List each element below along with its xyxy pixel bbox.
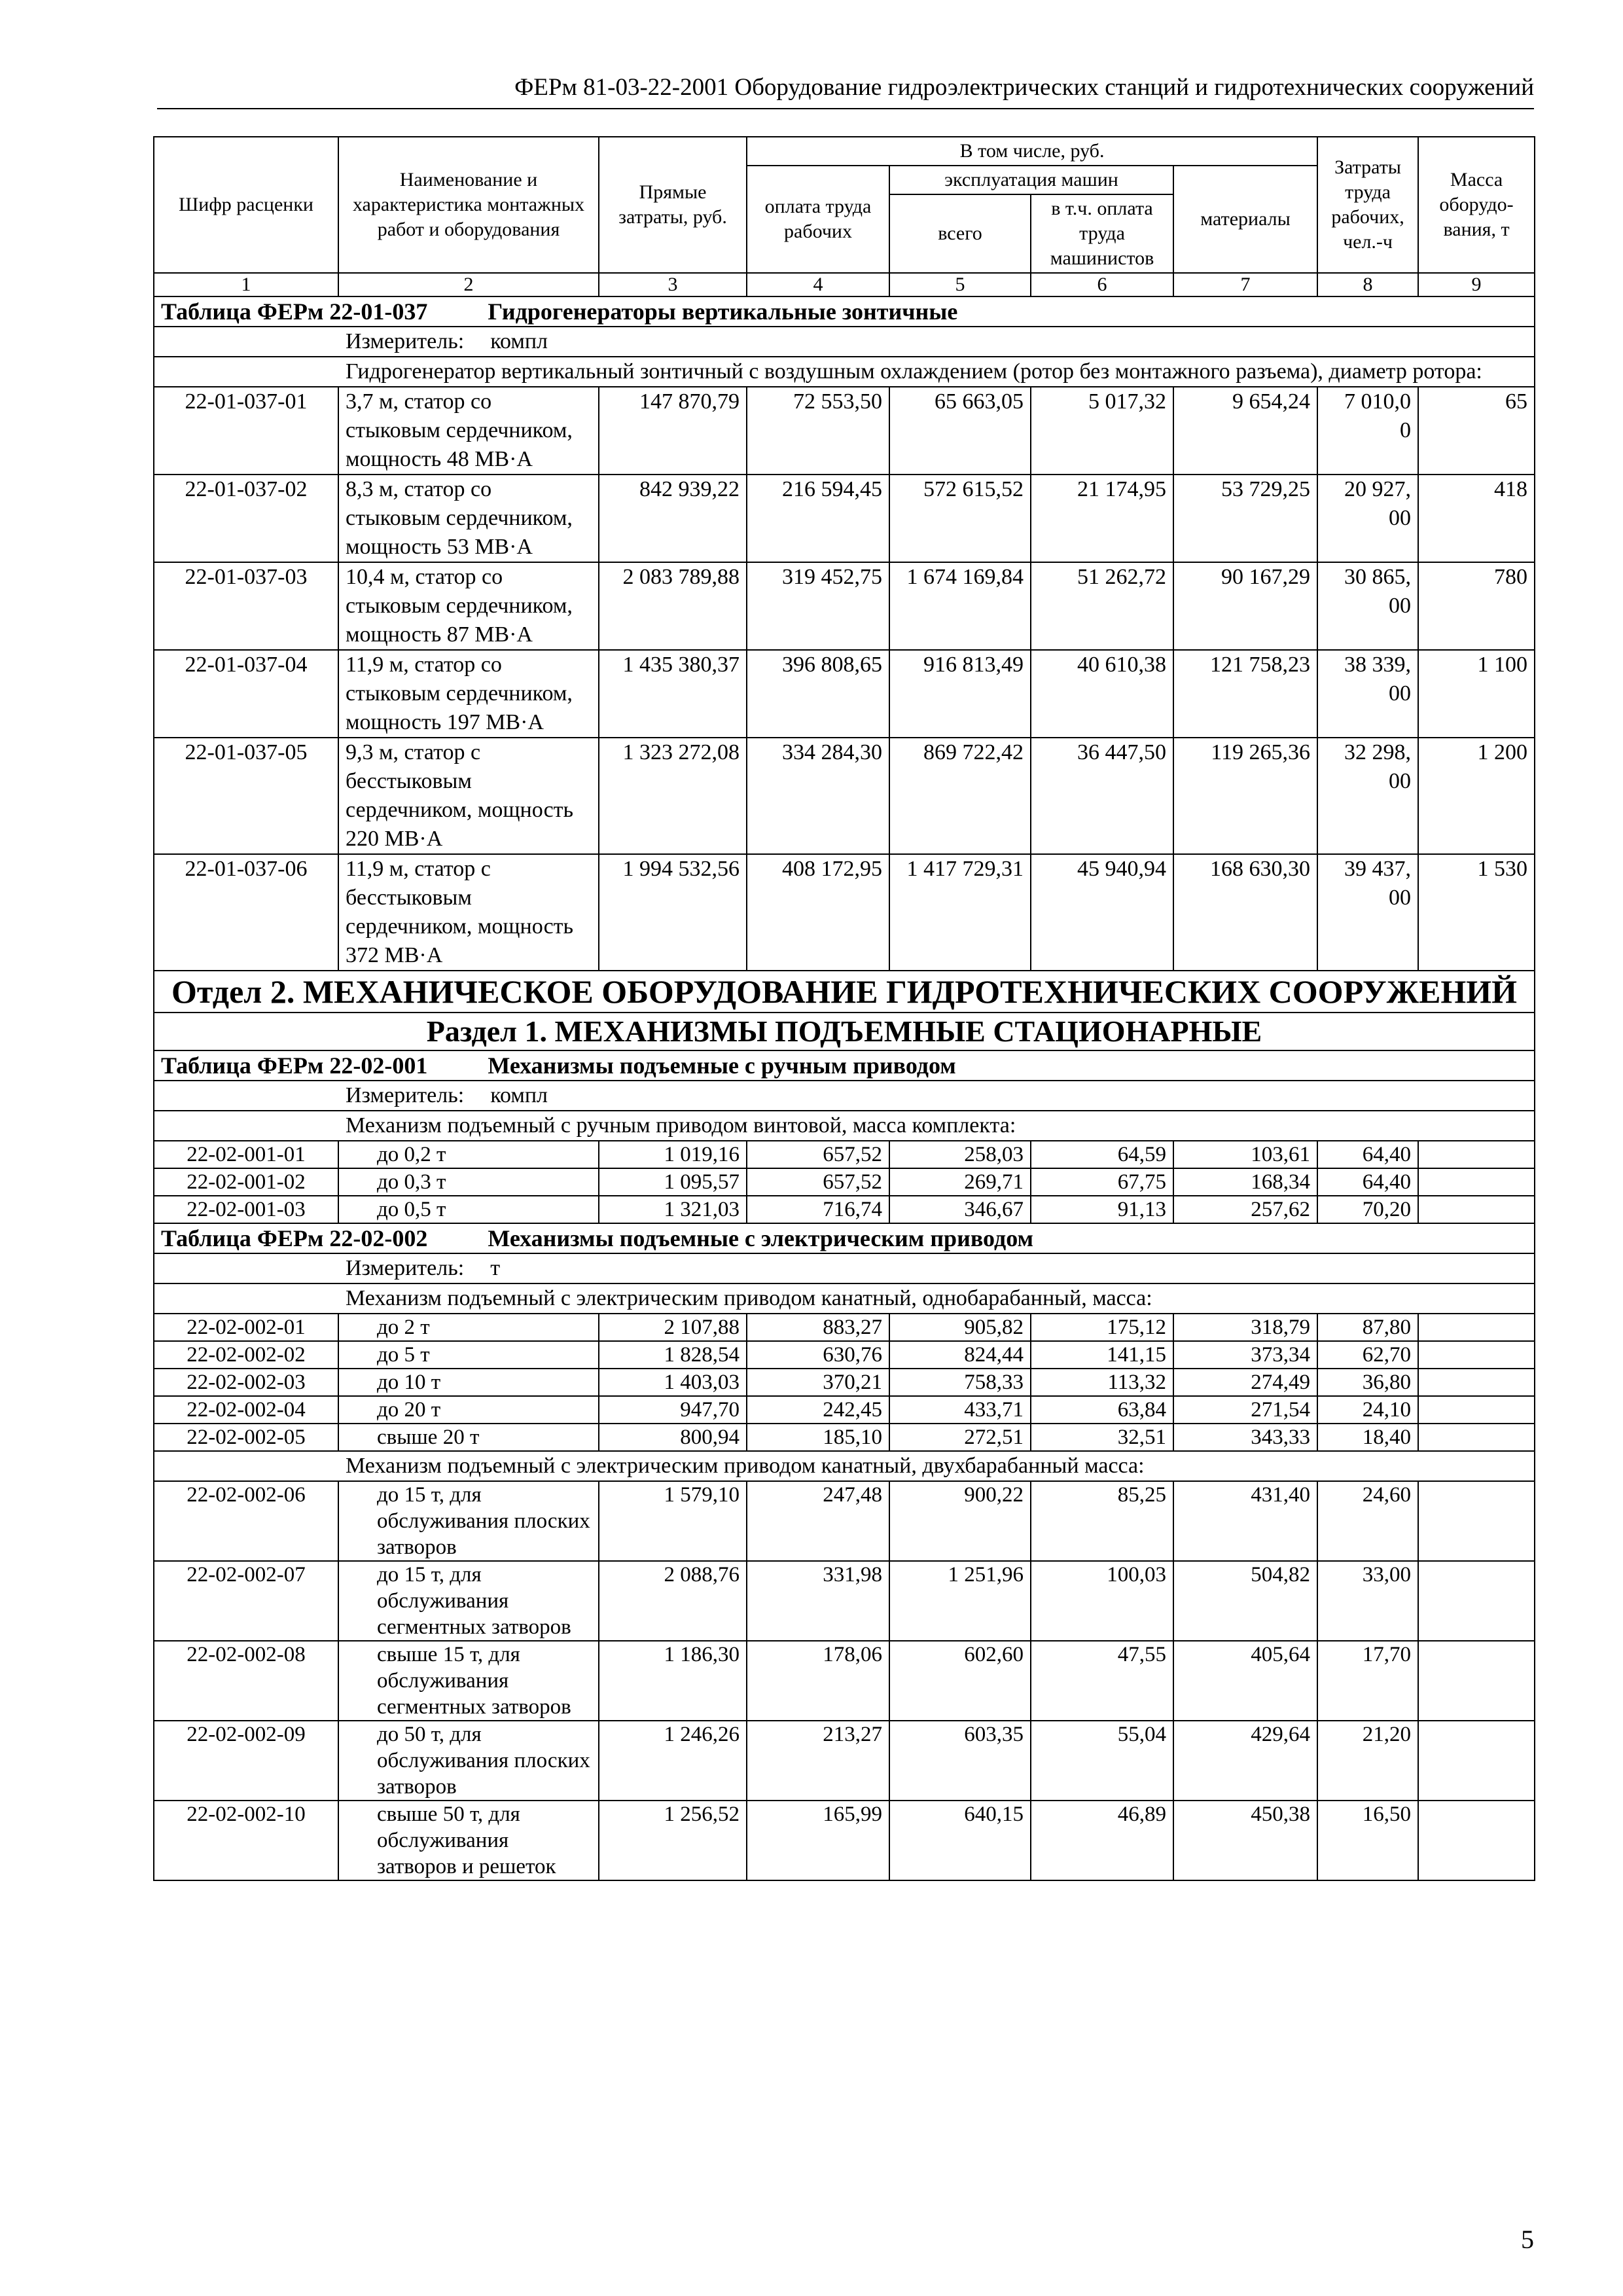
rate-code: 22-02-002-05 <box>154 1424 338 1451</box>
direct-costs: 2 088,76 <box>599 1561 747 1641</box>
col-num: 7 <box>1173 273 1317 296</box>
col-materials-header: материалы <box>1173 166 1317 273</box>
table-row <box>154 1561 1535 1641</box>
direct-costs: 842 939,22 <box>599 475 747 562</box>
materials: 271,54 <box>1173 1396 1317 1424</box>
table-title: Гидрогенераторы вертикальные зонтичные <box>488 298 958 325</box>
table-title: Механизмы подъемные с ручным приводом <box>488 1052 956 1079</box>
table-title-row <box>154 1223 1535 1253</box>
table-header <box>154 137 1535 296</box>
col-num: 1 <box>154 273 338 296</box>
group-row <box>154 357 1535 387</box>
labor-costs: 64,40 <box>1317 1141 1418 1168</box>
col-mass-header: Масса оборудо-вания, т <box>1418 137 1535 273</box>
measure-label: Измеритель: <box>346 329 465 353</box>
machines-total: 65 663,05 <box>889 387 1031 475</box>
labor-pay: 716,74 <box>747 1196 889 1223</box>
machinists-pay: 67,75 <box>1031 1168 1173 1196</box>
direct-costs: 800,94 <box>599 1424 747 1451</box>
section-title: Отдел 2. МЕХАНИЧЕСКОЕ ОБОРУДОВАНИЕ ГИДРОТЕХНИЧЕСКИХ СООРУЖЕНИЙ <box>154 971 1535 1013</box>
measure-label: Измеритель: <box>346 1256 465 1280</box>
labor-costs: 24,10 <box>1317 1396 1418 1424</box>
machines-total: 758,33 <box>889 1369 1031 1396</box>
machinists-pay: 141,15 <box>1031 1341 1173 1369</box>
col-direct-header: Прямые затраты, руб. <box>599 137 747 273</box>
col-num: 5 <box>889 273 1031 296</box>
work-name: свыше 15 т, для обслуживания сегментных затворов <box>338 1641 599 1721</box>
measure-label: Измеритель: <box>346 1083 465 1107</box>
equipment-mass <box>1418 1168 1535 1196</box>
machinists-pay: 5 017,32 <box>1031 387 1173 475</box>
machines-total: 824,44 <box>889 1341 1031 1369</box>
machines-total: 1 251,96 <box>889 1561 1031 1641</box>
materials: 431,40 <box>1173 1481 1317 1561</box>
direct-costs: 1 019,16 <box>599 1141 747 1168</box>
labor-pay: 883,27 <box>747 1314 889 1341</box>
table-row <box>154 1314 1535 1341</box>
table-row <box>154 854 1535 971</box>
equipment-mass <box>1418 1481 1535 1561</box>
group-row <box>154 1451 1535 1481</box>
labor-costs: 18,40 <box>1317 1424 1418 1451</box>
rate-code: 22-01-037-04 <box>154 650 338 738</box>
table-row <box>154 1721 1535 1801</box>
equipment-mass <box>1418 1141 1535 1168</box>
work-name: до 2 т <box>338 1314 599 1341</box>
work-name: до 15 т, для обслуживания сегментных затворов <box>338 1561 599 1641</box>
work-name: до 10 т <box>338 1369 599 1396</box>
materials: 119 265,36 <box>1173 738 1317 854</box>
machinists-pay: 63,84 <box>1031 1396 1173 1424</box>
direct-costs: 1 579,10 <box>599 1481 747 1561</box>
direct-costs: 1 828,54 <box>599 1341 747 1369</box>
machinists-pay: 21 174,95 <box>1031 475 1173 562</box>
labor-pay: 185,10 <box>747 1424 889 1451</box>
work-name: до 0,3 т <box>338 1168 599 1196</box>
table-code: Таблица ФЕРм 22-02-002 <box>161 1225 428 1251</box>
table-code: Таблица ФЕРм 22-02-001 <box>161 1052 428 1079</box>
measure-value: компл <box>490 329 548 353</box>
labor-pay: 630,76 <box>747 1341 889 1369</box>
labor-costs: 70,20 <box>1317 1196 1418 1223</box>
work-name: 9,3 м, статор с бесстыковым сердечником, мощность 220 МВ·А <box>338 738 599 854</box>
machinists-pay: 45 940,94 <box>1031 854 1173 971</box>
rate-code: 22-01-037-03 <box>154 562 338 650</box>
machinists-pay: 175,12 <box>1031 1314 1173 1341</box>
equipment-mass <box>1418 1369 1535 1396</box>
materials: 429,64 <box>1173 1721 1317 1801</box>
work-name: до 20 т <box>338 1396 599 1424</box>
materials: 504,82 <box>1173 1561 1317 1641</box>
col-num: 6 <box>1031 273 1173 296</box>
table-title: Механизмы подъемные с электрическим приводом <box>488 1225 1034 1251</box>
group-row <box>154 1283 1535 1314</box>
labor-pay: 396 808,65 <box>747 650 889 738</box>
labor-pay: 165,99 <box>747 1801 889 1880</box>
machinists-pay: 64,59 <box>1031 1141 1173 1168</box>
rate-code: 22-02-002-07 <box>154 1561 338 1641</box>
machines-total: 905,82 <box>889 1314 1031 1341</box>
materials: 9 654,24 <box>1173 387 1317 475</box>
labor-pay: 657,52 <box>747 1141 889 1168</box>
rate-code: 22-02-001-02 <box>154 1168 338 1196</box>
col-incl-header: В том числе, руб. <box>747 137 1317 166</box>
direct-costs: 2 107,88 <box>599 1314 747 1341</box>
direct-costs: 1 095,57 <box>599 1168 747 1196</box>
equipment-mass <box>1418 1424 1535 1451</box>
direct-costs: 1 186,30 <box>599 1641 747 1721</box>
rate-code: 22-01-037-06 <box>154 854 338 971</box>
rate-code: 22-02-002-02 <box>154 1341 338 1369</box>
table-row <box>154 1801 1535 1880</box>
machinists-pay: 113,32 <box>1031 1369 1173 1396</box>
labor-pay: 331,98 <box>747 1561 889 1641</box>
col-num: 9 <box>1418 273 1535 296</box>
work-name: до 0,2 т <box>338 1141 599 1168</box>
labor-pay: 247,48 <box>747 1481 889 1561</box>
col-labor-header: Затраты труда рабочих, чел.-ч <box>1317 137 1418 273</box>
materials: 53 729,25 <box>1173 475 1317 562</box>
machinists-pay: 100,03 <box>1031 1561 1173 1641</box>
machinists-pay: 36 447,50 <box>1031 738 1173 854</box>
table-row <box>154 1369 1535 1396</box>
equipment-mass: 1 200 <box>1418 738 1535 854</box>
machines-total: 916 813,49 <box>889 650 1031 738</box>
labor-pay: 319 452,75 <box>747 562 889 650</box>
measure-value: компл <box>490 1083 548 1107</box>
labor-costs: 39 437, 00 <box>1317 854 1418 971</box>
labor-costs: 62,70 <box>1317 1341 1418 1369</box>
machinists-pay: 91,13 <box>1031 1196 1173 1223</box>
equipment-mass: 780 <box>1418 562 1535 650</box>
page-number: 5 <box>1521 2225 1534 2254</box>
work-name: 8,3 м, статор со стыковым сердечником, мощность 53 МВ·А <box>338 475 599 562</box>
table-row <box>154 1396 1535 1424</box>
work-name: 10,4 м, статор со стыковым сердечником, мощность 87 МВ·А <box>338 562 599 650</box>
equipment-mass <box>1418 1314 1535 1341</box>
materials: 343,33 <box>1173 1424 1317 1451</box>
work-name: 11,9 м, статор с бесстыковым сердечником, мощность 372 МВ·А <box>338 854 599 971</box>
machines-total: 572 615,52 <box>889 475 1031 562</box>
group-label: Механизм подъемный с электрическим приводом канатный, однобарабанный, масса: <box>154 1283 1535 1314</box>
table-row <box>154 475 1535 562</box>
col-machinists-header: в т.ч. оплата труда машинистов <box>1031 194 1173 273</box>
labor-pay: 178,06 <box>747 1641 889 1721</box>
table-row <box>154 738 1535 854</box>
table-row <box>154 1424 1535 1451</box>
equipment-mass: 418 <box>1418 475 1535 562</box>
labor-pay: 408 172,95 <box>747 854 889 971</box>
labor-costs: 64,40 <box>1317 1168 1418 1196</box>
equipment-mass: 1 530 <box>1418 854 1535 971</box>
measure-row <box>154 1253 1535 1283</box>
equipment-mass <box>1418 1196 1535 1223</box>
machines-total: 900,22 <box>889 1481 1031 1561</box>
machines-total: 433,71 <box>889 1396 1031 1424</box>
direct-costs: 1 246,26 <box>599 1721 747 1801</box>
machines-total: 269,71 <box>889 1168 1031 1196</box>
col-num: 4 <box>747 273 889 296</box>
materials: 90 167,29 <box>1173 562 1317 650</box>
rate-code: 22-01-037-01 <box>154 387 338 475</box>
labor-pay: 72 553,50 <box>747 387 889 475</box>
machinists-pay: 47,55 <box>1031 1641 1173 1721</box>
labor-pay: 213,27 <box>747 1721 889 1801</box>
col-pay-header: оплата труда рабочих <box>747 166 889 273</box>
table-body <box>154 296 1535 1880</box>
rate-code: 22-01-037-05 <box>154 738 338 854</box>
col-num: 8 <box>1317 273 1418 296</box>
machinists-pay: 32,51 <box>1031 1424 1173 1451</box>
materials: 318,79 <box>1173 1314 1317 1341</box>
equipment-mass: 65 <box>1418 387 1535 475</box>
work-name: 11,9 м, статор со стыковым сердечником, мощность 197 МВ·А <box>338 650 599 738</box>
work-name: 3,7 м, статор со стыковым сердечником, мощность 48 МВ·А <box>338 387 599 475</box>
measure-value: т <box>490 1256 501 1280</box>
table-row <box>154 1168 1535 1196</box>
labor-costs: 30 865, 00 <box>1317 562 1418 650</box>
column-numbers <box>154 273 1535 296</box>
labor-costs: 20 927, 00 <box>1317 475 1418 562</box>
col-machines-header: эксплуатация машин <box>889 166 1173 194</box>
labor-costs: 16,50 <box>1317 1801 1418 1880</box>
rate-code: 22-02-001-01 <box>154 1141 338 1168</box>
equipment-mass <box>1418 1641 1535 1721</box>
labor-costs: 17,70 <box>1317 1641 1418 1721</box>
direct-costs: 947,70 <box>599 1396 747 1424</box>
direct-costs: 1 435 380,37 <box>599 650 747 738</box>
rate-code: 22-02-002-08 <box>154 1641 338 1721</box>
table-row <box>154 1141 1535 1168</box>
machines-total: 346,67 <box>889 1196 1031 1223</box>
materials: 168,34 <box>1173 1168 1317 1196</box>
rate-code: 22-02-002-01 <box>154 1314 338 1341</box>
work-name: свыше 50 т, для обслуживания затворов и решеток <box>338 1801 599 1880</box>
work-name: до 15 т, для обслуживания плоских затворов <box>338 1481 599 1561</box>
col-code-header: Шифр расценки <box>154 137 338 273</box>
table-row <box>154 562 1535 650</box>
machines-total: 1 417 729,31 <box>889 854 1031 971</box>
labor-costs: 24,60 <box>1317 1481 1418 1561</box>
machinists-pay: 51 262,72 <box>1031 562 1173 650</box>
direct-costs: 1 256,52 <box>599 1801 747 1880</box>
labor-costs: 36,80 <box>1317 1369 1418 1396</box>
equipment-mass: 1 100 <box>1418 650 1535 738</box>
machines-total: 258,03 <box>889 1141 1031 1168</box>
section-title-row <box>154 971 1535 1013</box>
table-title-row <box>154 1050 1535 1081</box>
measure-row <box>154 1081 1535 1111</box>
measure-row <box>154 327 1535 357</box>
direct-costs: 1 403,03 <box>599 1369 747 1396</box>
table-row <box>154 1641 1535 1721</box>
table-row <box>154 650 1535 738</box>
machinists-pay: 85,25 <box>1031 1481 1173 1561</box>
page-header: ФЕРм 81-03-22-2001 Оборудование гидроэлектрических станций и гидротехнических сооружений <box>157 73 1534 109</box>
rate-code: 22-02-002-10 <box>154 1801 338 1880</box>
rate-code: 22-02-001-03 <box>154 1196 338 1223</box>
subsection-title-row <box>154 1013 1535 1050</box>
materials: 103,61 <box>1173 1141 1317 1168</box>
equipment-mass <box>1418 1561 1535 1641</box>
direct-costs: 147 870,79 <box>599 387 747 475</box>
col-num: 2 <box>338 273 599 296</box>
rate-code: 22-02-002-03 <box>154 1369 338 1396</box>
machines-total: 272,51 <box>889 1424 1031 1451</box>
rate-code: 22-02-002-04 <box>154 1396 338 1424</box>
machines-total: 640,15 <box>889 1801 1031 1880</box>
materials: 450,38 <box>1173 1801 1317 1880</box>
col-num: 3 <box>599 273 747 296</box>
group-row <box>154 1111 1535 1141</box>
machines-total: 1 674 169,84 <box>889 562 1031 650</box>
machinists-pay: 40 610,38 <box>1031 650 1173 738</box>
labor-pay: 242,45 <box>747 1396 889 1424</box>
labor-pay: 216 594,45 <box>747 475 889 562</box>
work-name: до 0,5 т <box>338 1196 599 1223</box>
labor-pay: 657,52 <box>747 1168 889 1196</box>
rate-code: 22-01-037-02 <box>154 475 338 562</box>
labor-pay: 334 284,30 <box>747 738 889 854</box>
table-row <box>154 1196 1535 1223</box>
labor-costs: 32 298, 00 <box>1317 738 1418 854</box>
work-name: до 50 т, для обслуживания плоских затворов <box>338 1721 599 1801</box>
subsection-title: Раздел 1. МЕХАНИЗМЫ ПОДЪЕМНЫЕ СТАЦИОНАРНЫЕ <box>154 1013 1535 1050</box>
materials: 274,49 <box>1173 1369 1317 1396</box>
labor-pay: 370,21 <box>747 1369 889 1396</box>
labor-costs: 7 010,0 0 <box>1317 387 1418 475</box>
machines-total: 869 722,42 <box>889 738 1031 854</box>
direct-costs: 1 321,03 <box>599 1196 747 1223</box>
equipment-mass <box>1418 1341 1535 1369</box>
table-code: Таблица ФЕРм 22-01-037 <box>161 298 428 325</box>
table-row <box>154 387 1535 475</box>
materials: 168 630,30 <box>1173 854 1317 971</box>
group-label: Механизм подъемный с ручным приводом винтовой, масса комплекта: <box>154 1111 1535 1141</box>
price-table <box>153 136 1535 1881</box>
machines-total: 602,60 <box>889 1641 1031 1721</box>
rate-code: 22-02-002-06 <box>154 1481 338 1561</box>
machinists-pay: 55,04 <box>1031 1721 1173 1801</box>
machines-total: 603,35 <box>889 1721 1031 1801</box>
labor-costs: 38 339, 00 <box>1317 650 1418 738</box>
table-title-row <box>154 296 1535 327</box>
group-label: Механизм подъемный с электрическим приводом канатный, двухбарабанный масса: <box>154 1451 1535 1481</box>
labor-costs: 33,00 <box>1317 1561 1418 1641</box>
rate-code: 22-02-002-09 <box>154 1721 338 1801</box>
materials: 373,34 <box>1173 1341 1317 1369</box>
direct-costs: 1 323 272,08 <box>599 738 747 854</box>
machinists-pay: 46,89 <box>1031 1801 1173 1880</box>
col-name-header: Наименование и характеристика монтажных работ и оборудования <box>338 137 599 273</box>
materials: 257,62 <box>1173 1196 1317 1223</box>
group-label: Гидрогенератор вертикальный зонтичный с воздушным охлаждением (ротор без монтажного разъема), диаметр ротора: <box>154 357 1535 387</box>
materials: 121 758,23 <box>1173 650 1317 738</box>
equipment-mass <box>1418 1801 1535 1880</box>
col-machines-total-header: всего <box>889 194 1031 273</box>
direct-costs: 2 083 789,88 <box>599 562 747 650</box>
equipment-mass <box>1418 1396 1535 1424</box>
work-name: свыше 20 т <box>338 1424 599 1451</box>
table-row <box>154 1481 1535 1561</box>
equipment-mass <box>1418 1721 1535 1801</box>
labor-costs: 21,20 <box>1317 1721 1418 1801</box>
direct-costs: 1 994 532,56 <box>599 854 747 971</box>
materials: 405,64 <box>1173 1641 1317 1721</box>
labor-costs: 87,80 <box>1317 1314 1418 1341</box>
table-row <box>154 1341 1535 1369</box>
work-name: до 5 т <box>338 1341 599 1369</box>
